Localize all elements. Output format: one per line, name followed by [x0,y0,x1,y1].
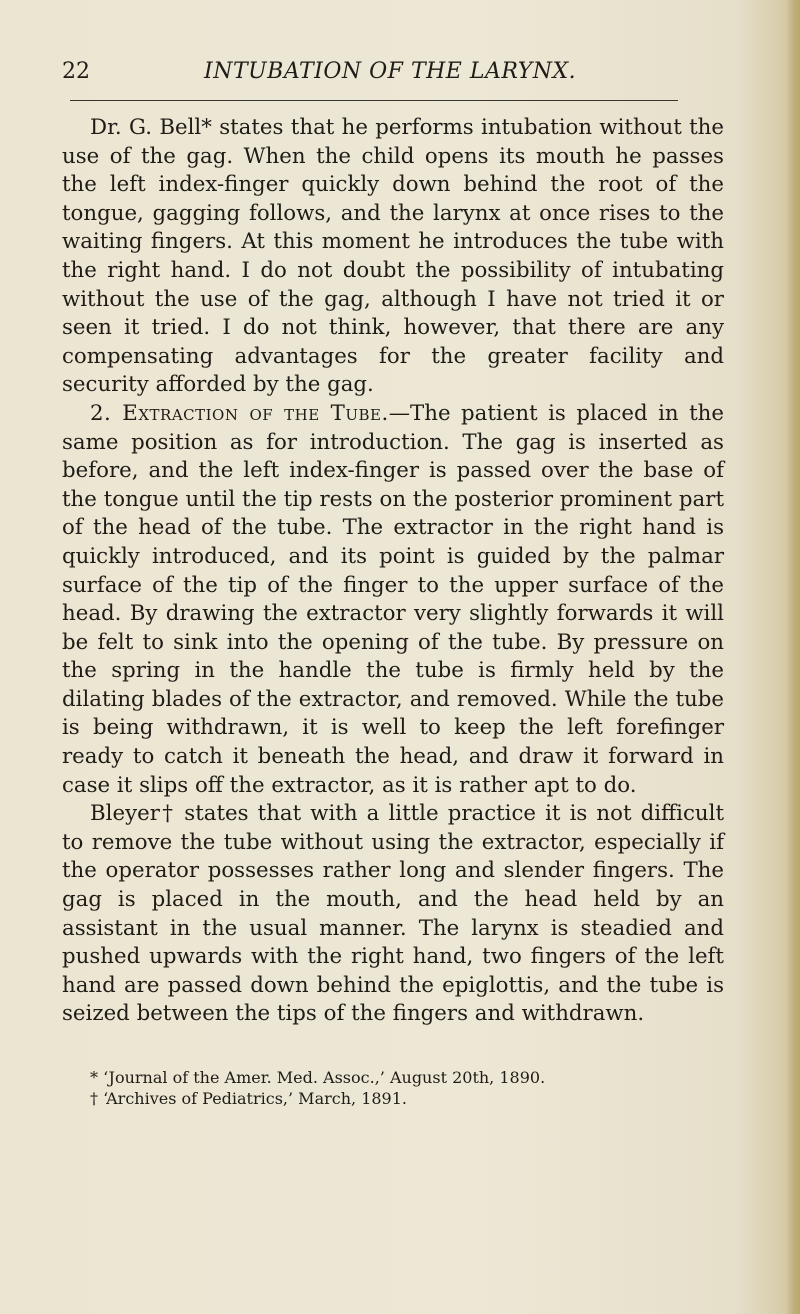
footnote-1: * ‘Journal of the Amer. Med. Assoc.,’ August 20th, 1890. [90,1068,546,1087]
running-title: INTUBATION OF THE LARYNX. [204,59,577,84]
page-header [62,52,722,92]
section-heading: 2. Extraction of the Tube. [90,400,389,426]
paragraph-2 [62,400,724,800]
paragraph-1-text: Dr. G. Bell* states that he performs intubation without the use of the gag. When the child opens its mouth he passes the left index-finger quickly down behind the root of the tongue, gagging follows, and the larynx at once rises to the waiting fingers. At this moment he introduces the tube with the right hand. I do not doubt the possibility of intubating without the use of the gag, although I have not tried it or seen it tried. I do not think, however, that there are any compensating advantages for the greater facility and security afforded by the gag. [62,115,724,398]
footnote-2: † ‘Archives of Pediatrics,’ March, 1891. [90,1089,407,1108]
paragraph-1 [62,114,724,400]
paragraph-3-text: Bleyer† states that with a little practice it is not difficult to remove the tube without using the extractor, especially if the operator possesses rather long and slender fingers. The gag is placed in the mouth, and the head held by an assistant in the usual manner. The larynx is steadied and pushed upwards with the right hand, two fingers of the left hand are passed down behind the epiglottis, and the tube is seized between the tips of the fingers and withdrawn. [62,801,724,1027]
footnotes [62,1067,724,1109]
paragraph-2-text: —The patient is placed in the same position as for introduction. The gag is inserted as before, and the left index-finger is passed over the base of the tongue until the tip rests on the posterior prominent part of the head of the tube. The extractor in the right hand is quickly introduced, and its point is guided by the palmar surface of the tip of the finger to the upper surface of the head. By drawing the extractor very slightly forwards it will be felt to sink into the opening of the tube. By pressure on the spring in the handle the tube is firmly held by the dilating blades of the extractor, and removed. While the tube is being withdrawn, it is well to keep the left forefinger ready to catch it beneath the head, and draw it forward in case it slips off the extractor, as it is rather apt to do. [62,400,724,798]
page-number: 22 [62,59,90,84]
page-edge-shading [786,0,800,1314]
header-rule [70,100,678,101]
paragraph-3 [62,800,724,1029]
body-text [62,114,724,1029]
